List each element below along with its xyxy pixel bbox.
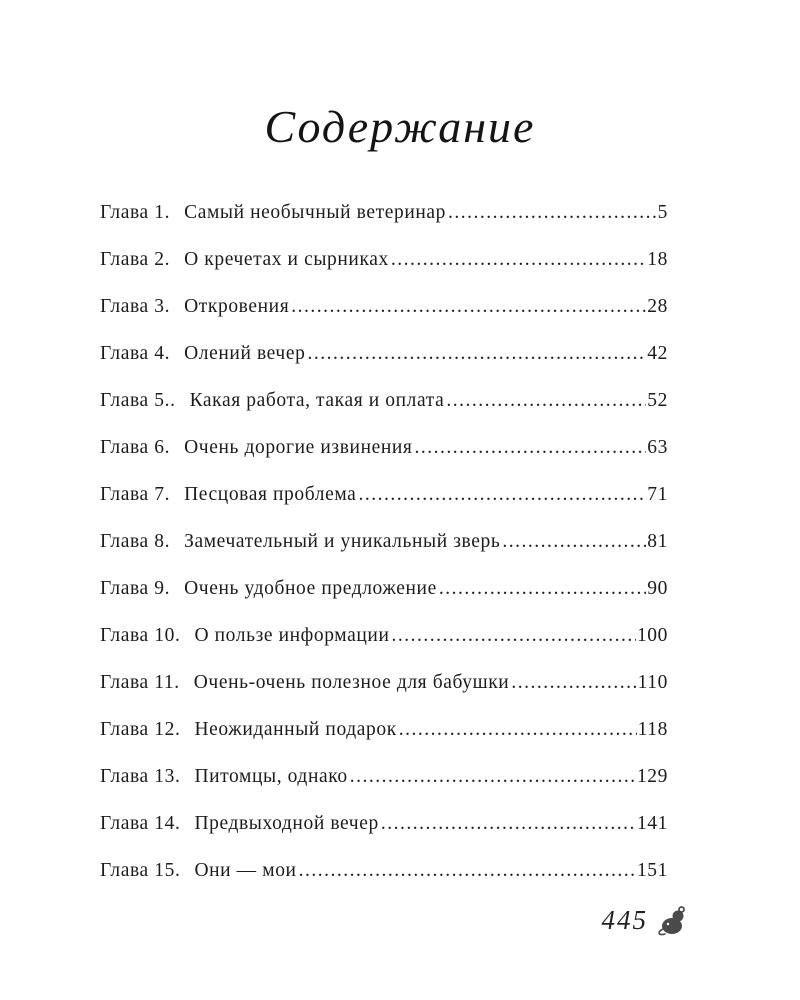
chapter-label: Глава 15. bbox=[100, 860, 181, 881]
chapter-page: 151 bbox=[636, 860, 668, 881]
dot-leader bbox=[391, 625, 635, 647]
chapter-page: 28 bbox=[647, 296, 668, 317]
toc-entry bbox=[100, 484, 668, 531]
dot-leader bbox=[415, 437, 647, 459]
dot-leader bbox=[511, 672, 636, 694]
chapter-label: Глава 4. bbox=[100, 343, 171, 364]
chapter-label: Глава 7. bbox=[100, 484, 171, 505]
dot-leader bbox=[350, 766, 636, 788]
chapter-page: 81 bbox=[647, 531, 668, 552]
chapter-page: 42 bbox=[647, 343, 668, 364]
chapter-label: Глава 8. bbox=[100, 531, 171, 552]
toc-entry bbox=[100, 719, 668, 766]
toc-entry bbox=[100, 766, 668, 813]
toc-entry bbox=[100, 437, 668, 484]
toc-entry bbox=[100, 531, 668, 578]
toc-entry bbox=[100, 813, 668, 860]
chapter-page: 52 bbox=[647, 390, 668, 411]
chapter-page: 63 bbox=[647, 437, 668, 458]
chapter-label: Глава 6. bbox=[100, 437, 171, 458]
chapter-page: 90 bbox=[647, 578, 668, 599]
toc-entry bbox=[100, 249, 668, 296]
page-title: Содержание bbox=[264, 101, 536, 152]
chapter-label: Глава 2. bbox=[100, 249, 171, 270]
chapter-page: 100 bbox=[636, 625, 668, 646]
toc-entry bbox=[100, 578, 668, 625]
chapter-title: Очень удобное предложение bbox=[184, 578, 437, 599]
toc-entry bbox=[100, 672, 668, 719]
chapter-label: Глава 3. bbox=[100, 296, 171, 317]
chapter-title: Предвыходной вечер bbox=[194, 813, 379, 834]
chapter-page: 5 bbox=[657, 202, 668, 223]
dot-leader bbox=[448, 202, 657, 224]
chapter-page: 18 bbox=[647, 249, 668, 270]
chapter-title: Самый необычный ветеринар bbox=[184, 202, 446, 223]
dot-leader bbox=[446, 390, 646, 412]
dot-leader bbox=[291, 296, 646, 318]
toc-entry bbox=[100, 343, 668, 390]
chapter-title: Какая работа, такая и оплата bbox=[189, 390, 445, 411]
table-of-contents bbox=[100, 202, 668, 907]
toc-entry bbox=[100, 390, 668, 437]
chapter-title: Питомцы, однако bbox=[194, 766, 348, 787]
chapter-page: 118 bbox=[637, 719, 668, 740]
chapter-title: Очень-очень полезное для бабушки bbox=[193, 672, 510, 693]
dot-leader bbox=[439, 578, 646, 600]
chapter-label: Глава 10. bbox=[100, 625, 181, 646]
chapter-title: Олений вечер bbox=[184, 343, 306, 364]
chapter-title: Неожиданный подарок bbox=[194, 719, 397, 740]
chapter-label: Глава 13. bbox=[100, 766, 181, 787]
toc-entry bbox=[100, 860, 668, 907]
chapter-page: 71 bbox=[647, 484, 668, 505]
chapter-label: Глава 14. bbox=[100, 813, 181, 834]
folio-number: 445 bbox=[601, 904, 648, 935]
dot-leader bbox=[307, 343, 646, 365]
dot-leader bbox=[299, 860, 636, 882]
chapter-title: Они — мои bbox=[194, 860, 297, 881]
chapter-title: Замечательный и уникальный зверь bbox=[184, 531, 501, 552]
mouse-ornament-icon bbox=[656, 903, 688, 937]
chapter-title: О пользе информации bbox=[194, 625, 390, 646]
dot-leader bbox=[391, 249, 646, 271]
dot-leader bbox=[358, 484, 646, 506]
chapter-label: Глава 5.. bbox=[100, 390, 176, 411]
page-footer bbox=[602, 903, 689, 937]
chapter-title: Откровения bbox=[184, 296, 290, 317]
chapter-page: 129 bbox=[636, 766, 668, 787]
chapter-title: Песцовая проблема bbox=[184, 484, 357, 505]
toc-entry bbox=[100, 296, 668, 343]
chapter-label: Глава 12. bbox=[100, 719, 181, 740]
chapter-title: Очень дорогие извинения bbox=[184, 437, 413, 458]
chapter-page: 141 bbox=[636, 813, 668, 834]
dot-leader bbox=[399, 719, 637, 741]
dot-leader bbox=[381, 813, 636, 835]
chapter-page: 110 bbox=[637, 672, 668, 693]
dot-leader bbox=[502, 531, 646, 553]
toc-entry bbox=[100, 625, 668, 672]
toc-entry bbox=[100, 202, 668, 249]
chapter-label: Глава 1. bbox=[100, 202, 171, 223]
chapter-label: Глава 11. bbox=[100, 672, 180, 693]
chapter-label: Глава 9. bbox=[100, 578, 171, 599]
chapter-title: О кречетах и сырниках bbox=[184, 249, 389, 270]
